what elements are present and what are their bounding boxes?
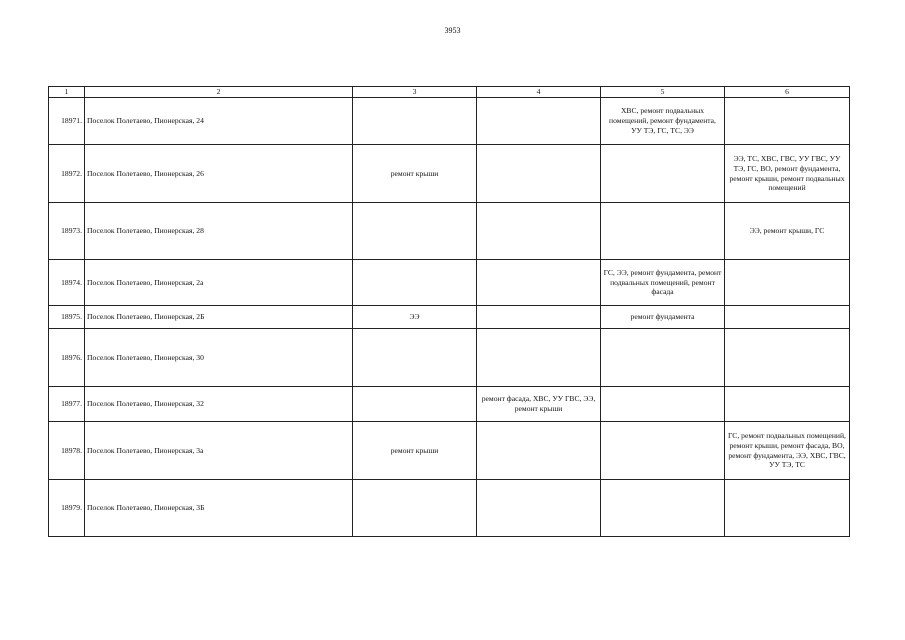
column-header: 2 [85, 87, 353, 98]
row-number: 18974. [49, 260, 85, 306]
column-6-cell [725, 306, 850, 329]
column-header: 3 [353, 87, 477, 98]
column-3-cell [353, 329, 477, 387]
row-number: 18977. [49, 387, 85, 422]
address-cell: Поселок Полетаево, Пионерская, 32 [85, 387, 353, 422]
column-5-cell [601, 422, 725, 480]
column-header: 5 [601, 87, 725, 98]
row-number: 18971. [49, 98, 85, 145]
column-6-cell: ЭЭ, ТС, ХВС, ГВС, УУ ГВС, УУ ТЭ, ГС, ВО, ремонт фундамента, ремонт крыши, ремонт подвальных помещений [725, 145, 850, 203]
table-row [49, 203, 850, 260]
page-number: 3953 [444, 26, 461, 35]
column-6-cell [725, 98, 850, 145]
column-5-cell [601, 203, 725, 260]
register-table [48, 86, 850, 537]
row-number: 18978. [49, 422, 85, 480]
table-row [49, 480, 850, 537]
column-4-cell [477, 145, 601, 203]
table-row [49, 306, 850, 329]
column-4-cell [477, 329, 601, 387]
column-5-cell: ХВС, ремонт подвальных помещений, ремонт фундамента, УУ ТЭ, ГС, ТС, ЭЭ [601, 98, 725, 145]
column-header: 1 [49, 87, 85, 98]
column-header: 4 [477, 87, 601, 98]
column-4-cell [477, 306, 601, 329]
table-row [49, 145, 850, 203]
row-number: 18979. [49, 480, 85, 537]
header-row [49, 87, 850, 98]
table-row [49, 387, 850, 422]
column-6-cell [725, 480, 850, 537]
column-4-cell: ремонт фасада, ХВС, УУ ГВС, ЭЭ, ремонт крыши [477, 387, 601, 422]
column-5-cell [601, 480, 725, 537]
table-row [49, 422, 850, 480]
column-6-cell [725, 260, 850, 306]
address-cell: Поселок Полетаево, Пионерская, 2а [85, 260, 353, 306]
row-number: 18976. [49, 329, 85, 387]
address-cell: Поселок Полетаево, Пионерская, 2Б [85, 306, 353, 329]
column-5-cell [601, 145, 725, 203]
column-6-cell: ЭЭ, ремонт крыши, ГС [725, 203, 850, 260]
column-3-cell [353, 260, 477, 306]
column-3-cell [353, 98, 477, 145]
address-cell: Поселок Полетаево, Пионерская, 3а [85, 422, 353, 480]
address-cell: Поселок Полетаево, Пионерская, 3Б [85, 480, 353, 537]
address-cell: Поселок Полетаево, Пионерская, 28 [85, 203, 353, 260]
column-5-cell: ремонт фундамента [601, 306, 725, 329]
column-3-cell [353, 203, 477, 260]
column-5-cell [601, 329, 725, 387]
column-6-cell: ГС, ремонт подвальных помещений, ремонт крыши, ремонт фасада, ВО, ремонт фундамента, ЭЭ, ХВС, ГВС, УУ ТЭ, ТС [725, 422, 850, 480]
column-3-cell [353, 480, 477, 537]
row-number: 18972. [49, 145, 85, 203]
column-5-cell [601, 387, 725, 422]
column-header: 6 [725, 87, 850, 98]
table-row [49, 98, 850, 145]
column-3-cell: ЭЭ [353, 306, 477, 329]
table-row [49, 329, 850, 387]
column-6-cell [725, 387, 850, 422]
column-6-cell [725, 329, 850, 387]
address-cell: Поселок Полетаево, Пионерская, 30 [85, 329, 353, 387]
row-number: 18975. [49, 306, 85, 329]
address-cell: Поселок Полетаево, Пионерская, 24 [85, 98, 353, 145]
column-3-cell [353, 387, 477, 422]
column-5-cell: ГС, ЭЭ, ремонт фундамента, ремонт подвальных помещений, ремонт фасада [601, 260, 725, 306]
column-3-cell: ремонт крыши [353, 145, 477, 203]
column-4-cell [477, 480, 601, 537]
column-4-cell [477, 260, 601, 306]
column-4-cell [477, 203, 601, 260]
column-4-cell [477, 422, 601, 480]
column-3-cell: ремонт крыши [353, 422, 477, 480]
row-number: 18973. [49, 203, 85, 260]
column-4-cell [477, 98, 601, 145]
address-cell: Поселок Полетаево, Пионерская, 26 [85, 145, 353, 203]
table-row [49, 260, 850, 306]
